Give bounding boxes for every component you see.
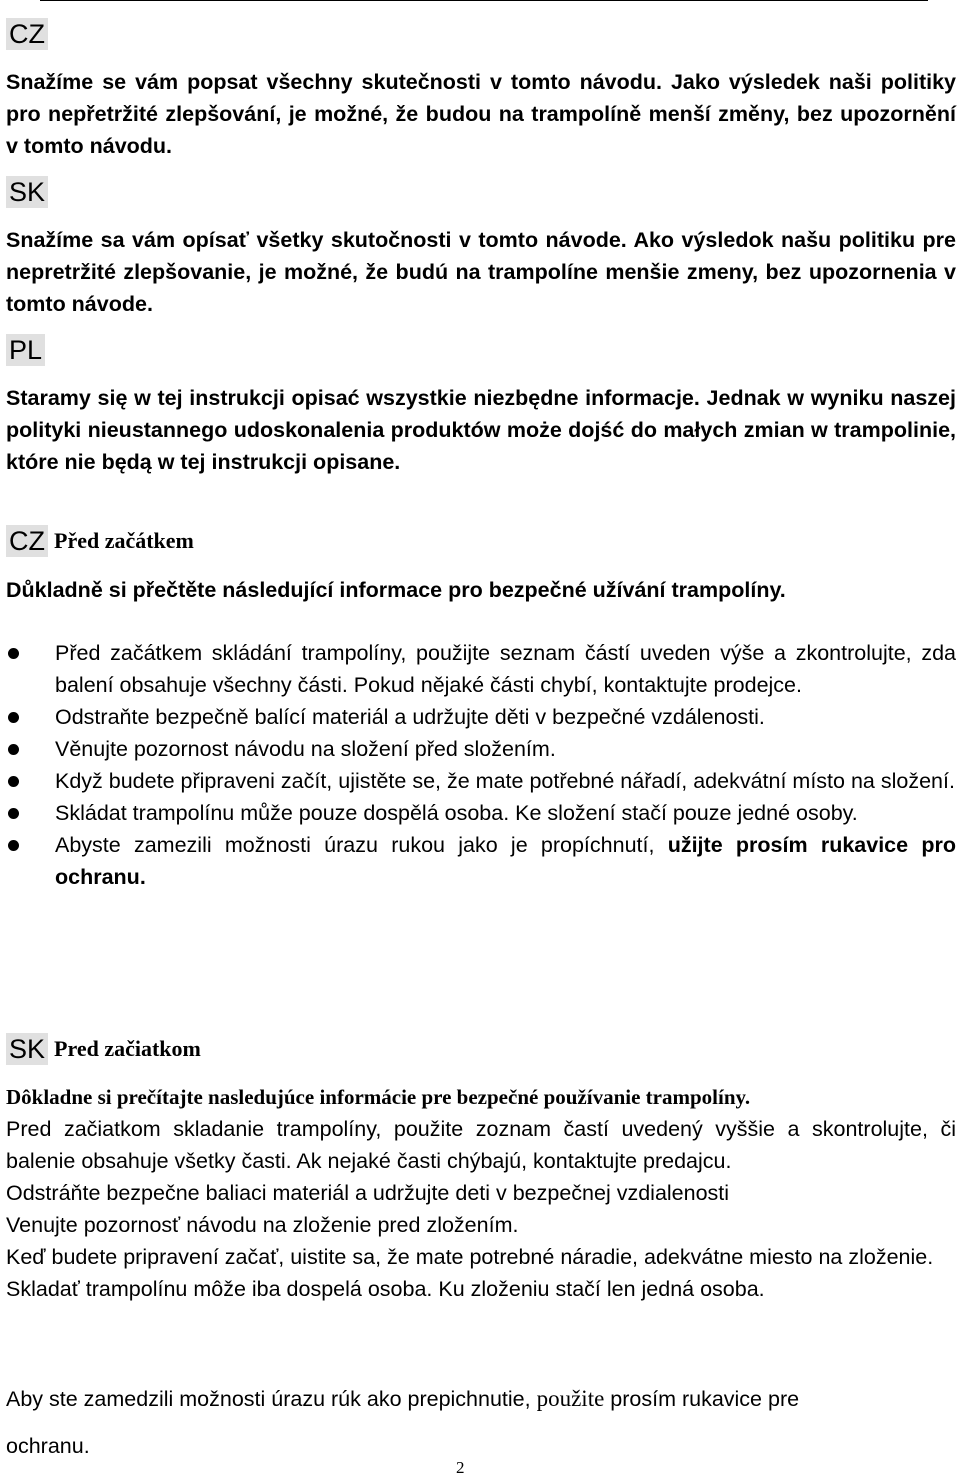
list-item: Když budete připraveni začít, ujistěte se, že mate potřebné nářadí, adekvátní místo na složení. bbox=[6, 765, 956, 797]
cz-section-heading bbox=[6, 525, 956, 557]
list-item: Před začátkem skládání trampolíny, použijte seznam částí uveden výše a zkontrolujte, zda balení obsahuje všechny části. Pokud nějaké části chybí, kontaktujte prodejce. bbox=[6, 637, 956, 701]
sk-line: Venujte pozornosť návodu na zloženie pred zložením. bbox=[6, 1213, 519, 1237]
lang-tag-pl: PL bbox=[6, 334, 45, 366]
sk-section-title: Pred začiatkom bbox=[54, 1036, 201, 1061]
lang-tag-cz: CZ bbox=[6, 18, 48, 50]
bullet-icon bbox=[8, 744, 19, 755]
bullet-icon bbox=[8, 648, 19, 659]
sk-last-line-end: ochranu. bbox=[6, 1434, 90, 1458]
intro-cz-tag-block bbox=[6, 18, 956, 50]
bullet-icon bbox=[8, 712, 19, 723]
sk-line: Keď budete pripravení začať, uistite sa, že mate potrebné náradie, adekvátne miesto na zloženie. bbox=[6, 1245, 934, 1269]
lang-tag-cz-section: CZ bbox=[6, 525, 48, 557]
sk-section-heading bbox=[6, 1033, 956, 1065]
sk-section-subheading: Dôkladne si prečítajte nasledujúce informácie pre bezpečné používanie trampolíny. bbox=[6, 1085, 751, 1109]
list-item: Věnujte pozornost návodu na složení před složením. bbox=[6, 733, 956, 765]
top-rule bbox=[40, 0, 928, 1]
intro-sk-text: Snažíme sa vám opísať všetky skutočnosti v tomto návode. Ako výsledok našu politiku pre nepretržité zlepšovanie, je možné, že budú na trampolíne menšie zmeny, bez upozornenia v tomto návode. bbox=[6, 228, 956, 316]
lang-tag-sk: SK bbox=[6, 176, 48, 208]
list-item: Abyste zamezili možnosti úrazu rukou jako je propíchnutí, užijte prosím rukavice pro ochranu. bbox=[6, 829, 956, 893]
bullet-icon bbox=[8, 808, 19, 819]
intro-sk-tag-block bbox=[6, 176, 956, 208]
sk-line: Pred začiatkom skladanie trampolíny, použite zoznam častí uvedený vyššie a skontrolujte, či balenie obsahuje všetky časti. Ak nejaké časti chýbajú, kontaktujte predajcu. bbox=[6, 1117, 956, 1173]
sk-line: Odstráňte bezpečne baliaci materiál a udržujte deti v bezpečnej vzdialenosti bbox=[6, 1181, 730, 1205]
cz-section-subheading: Důkladně si přečtěte následující informace pro bezpečné užívání trampolíny. bbox=[6, 578, 786, 602]
intro-pl-text: Staramy się w tej instrukcji opisać wszystkie niezbędne informacje. Jednak w wyniku naszej polityki nieustannego udoskonalenia produktów może dojść do małych zmian w trampolinie, które nie będą w tej instrukcji opisane. bbox=[6, 386, 956, 474]
bullet-icon bbox=[8, 840, 19, 851]
lang-tag-sk-section: SK bbox=[6, 1033, 48, 1065]
sk-line: Skladať trampolínu môže iba dospelá osoba. Ku zloženiu stačí len jedná osoba. bbox=[6, 1277, 765, 1301]
bullet-icon bbox=[8, 776, 19, 787]
cz-bullet-list bbox=[6, 637, 956, 893]
sk-last-line: Aby ste zamedzili možnosti úrazu rúk ako prepichnutie, použite prosím rukavice pre bbox=[6, 1386, 800, 1411]
page-number: 2 bbox=[456, 1458, 465, 1477]
list-item: Odstraňte bezpečně balící materiál a udržujte děti v bezpečné vzdálenosti. bbox=[6, 701, 956, 733]
cz-section-title: Před začátkem bbox=[54, 528, 194, 553]
intro-pl-tag-block bbox=[6, 334, 956, 366]
list-item: Skládat trampolínu může pouze dospělá osoba. Ke složení stačí pouze jedné osoby. bbox=[6, 797, 956, 829]
sk-text-lines bbox=[6, 1113, 956, 1305]
intro-cz-text: Snažíme se vám popsat všechny skutečnosti v tomto návodu. Jako výsledek naši politiky pro nepřetržité zlepšování, je možné, že budou na trampolíně menší změny, bez upozornění v tomto návodu. bbox=[6, 70, 956, 158]
